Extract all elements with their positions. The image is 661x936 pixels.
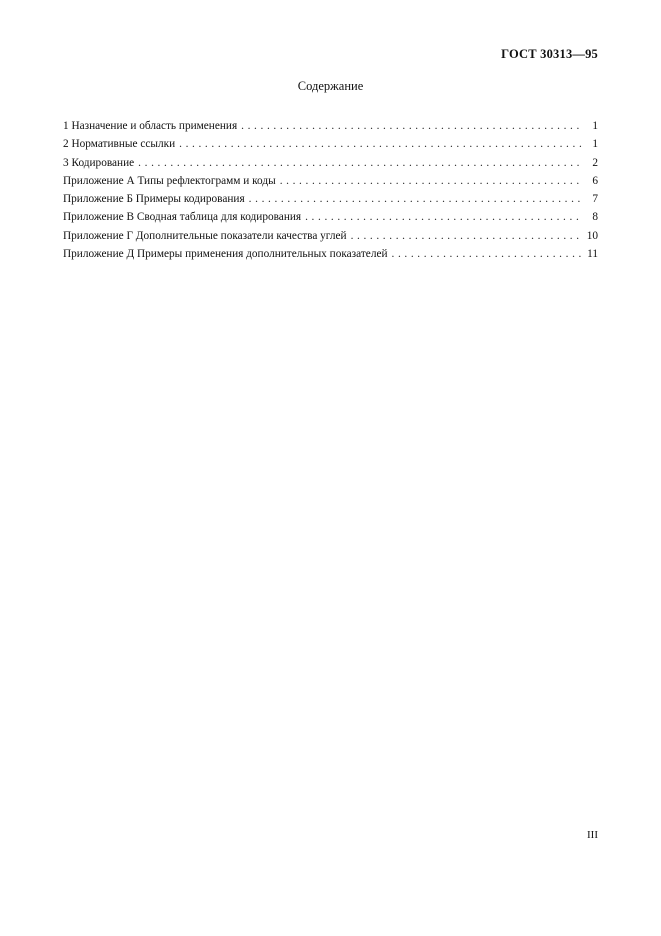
toc-entry[interactable]: [63, 172, 598, 190]
toc-entry-page: 1: [592, 120, 598, 132]
toc-title: Содержание: [297, 79, 364, 93]
toc-dot-leader: [280, 172, 582, 190]
toc-entry-label: 1 Назначение и область применения: [63, 120, 238, 132]
toc-entry-page: 1: [592, 138, 598, 151]
toc-dot-leader: [241, 117, 582, 135]
toc-entry[interactable]: [63, 208, 598, 226]
toc-entry[interactable]: [63, 154, 598, 172]
table-of-contents: [63, 117, 598, 263]
page-number: III: [587, 829, 598, 841]
toc-entry-label: Приложение Д Примеры применения дополнительных показателей: [63, 248, 388, 261]
toc-entry[interactable]: [63, 245, 598, 263]
toc-dot-leader: [351, 227, 582, 245]
toc-entry[interactable]: [63, 117, 598, 135]
toc-entry-page: 11: [587, 248, 598, 261]
toc-dot-leader: [179, 135, 582, 153]
toc-dot-leader: [305, 208, 582, 226]
toc-dot-leader: [249, 190, 582, 208]
toc-entry-label: Приложение В Сводная таблица для кодирования: [63, 211, 302, 224]
toc-entry-page: 8: [592, 211, 598, 224]
toc-entry-label: 2 Нормативные ссылки: [63, 138, 176, 151]
toc-entry-label: Приложение Г Дополнительные показатели качества углей: [63, 229, 347, 242]
toc-entry-page: 6: [592, 174, 598, 187]
toc-entry[interactable]: [63, 135, 598, 153]
toc-entry-label: Приложение А Типы рефлектограмм и коды: [63, 174, 276, 187]
toc-dot-leader: [138, 154, 582, 172]
toc-entry-label: 3 Кодирование: [63, 156, 135, 169]
toc-entry-page: 2: [592, 156, 598, 169]
standard-code: ГОСТ 30313—95: [501, 47, 598, 61]
toc-entry[interactable]: [63, 227, 598, 245]
toc-entry-page: 10: [586, 229, 598, 242]
toc-entry-label: Приложение Б Примеры кодирования: [63, 193, 245, 206]
toc-dot-leader: [392, 245, 582, 263]
toc-entry[interactable]: [63, 190, 598, 208]
toc-entry-page: 7: [592, 193, 598, 206]
